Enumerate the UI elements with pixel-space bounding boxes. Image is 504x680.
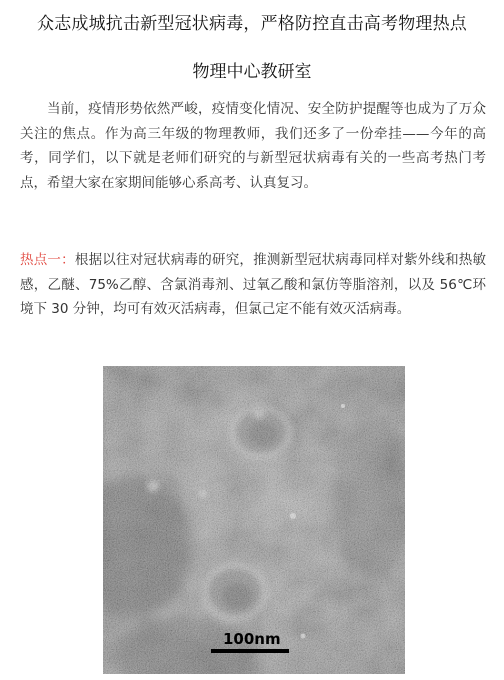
intro-paragraph: 当前，疫情形势依然严峻，疫情变化情况、安全防护提醒等也成为了万众关注的焦点。作为高三年级的物理教师，我们还多了一份牵挂——今年的高考，同学们，以下就是老师们研究的与新型冠状病毒有关的一些高考热门考点，希望大家在家期间能够心系高考、认真复习。	[20, 101, 486, 191]
scale-bar	[211, 630, 289, 653]
hot-point-1-label: 热点一：	[20, 252, 75, 268]
article-subtitle: 物理中心教研室	[192, 62, 312, 82]
hot-point-1-text: 根据以往对冠状病毒的研究，推测新型冠状病毒同样对紫外线和热敏感，乙醚、75%乙醇、含氯消毒剂、过氧乙酸和氯仿等脂溶剂，以及 56℃环境下 30 分钟，均可有效灭活病毒，但氯己定不能有效灭活病毒。	[20, 252, 487, 317]
article-title: 众志成城抗击新型冠状病毒，严格防控直击高考物理热点	[37, 14, 467, 34]
hot-point-1-paragraph	[20, 248, 486, 322]
micrograph-svg	[103, 366, 405, 674]
scale-bar-label: 100nm	[223, 630, 281, 648]
electron-micrograph-image	[103, 366, 405, 674]
